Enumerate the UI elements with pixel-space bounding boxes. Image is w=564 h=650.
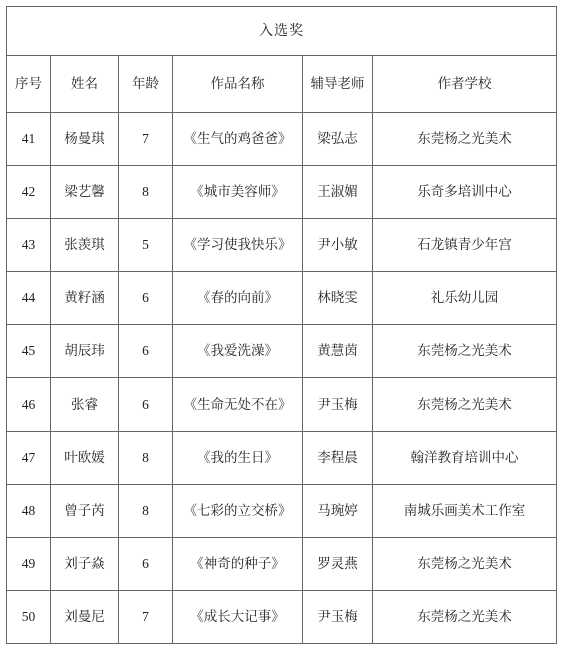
cell-school: 东莞杨之光美术 (373, 113, 557, 166)
cell-name: 梁艺馨 (51, 166, 119, 219)
cell-no: 44 (7, 272, 51, 325)
title-row (7, 7, 557, 56)
table-row (7, 272, 557, 325)
cell-teacher: 罗灵燕 (303, 537, 373, 590)
cell-age: 8 (119, 166, 173, 219)
cell-no: 42 (7, 166, 51, 219)
cell-name: 刘子焱 (51, 537, 119, 590)
cell-name: 叶欧媛 (51, 431, 119, 484)
cell-school: 礼乐幼儿园 (373, 272, 557, 325)
cell-work: 《生气的鸡爸爸》 (173, 113, 303, 166)
table-row (7, 378, 557, 431)
cell-teacher: 黄慧茵 (303, 325, 373, 378)
cell-age: 5 (119, 219, 173, 272)
cell-school: 东莞杨之光美术 (373, 378, 557, 431)
table-row (7, 431, 557, 484)
cell-no: 47 (7, 431, 51, 484)
cell-teacher: 尹玉梅 (303, 378, 373, 431)
award-table (6, 6, 557, 644)
cell-school: 乐奇多培训中心 (373, 166, 557, 219)
cell-teacher: 马琬婷 (303, 484, 373, 537)
cell-no: 46 (7, 378, 51, 431)
header-teacher: 辅导老师 (303, 56, 373, 113)
cell-age: 6 (119, 537, 173, 590)
header-no: 序号 (7, 56, 51, 113)
table-row (7, 484, 557, 537)
cell-school: 东莞杨之光美术 (373, 325, 557, 378)
cell-teacher: 李程晨 (303, 431, 373, 484)
cell-age: 6 (119, 378, 173, 431)
header-age: 年龄 (119, 56, 173, 113)
cell-name: 刘曼尼 (51, 590, 119, 643)
cell-work: 《我爱洗澡》 (173, 325, 303, 378)
cell-age: 7 (119, 590, 173, 643)
cell-teacher: 王淑媚 (303, 166, 373, 219)
cell-school: 翰洋教育培训中心 (373, 431, 557, 484)
cell-age: 8 (119, 431, 173, 484)
cell-no: 41 (7, 113, 51, 166)
cell-name: 张睿 (51, 378, 119, 431)
cell-no: 45 (7, 325, 51, 378)
cell-work: 《生命无处不在》 (173, 378, 303, 431)
table-row (7, 537, 557, 590)
cell-name: 胡辰玮 (51, 325, 119, 378)
cell-no: 43 (7, 219, 51, 272)
table-row (7, 113, 557, 166)
cell-school: 石龙镇青少年宫 (373, 219, 557, 272)
cell-age: 6 (119, 325, 173, 378)
cell-school: 东莞杨之光美术 (373, 537, 557, 590)
cell-teacher: 林晓雯 (303, 272, 373, 325)
cell-age: 6 (119, 272, 173, 325)
header-name: 姓名 (51, 56, 119, 113)
table-row (7, 590, 557, 643)
cell-school: 东莞杨之光美术 (373, 590, 557, 643)
cell-work: 《我的生日》 (173, 431, 303, 484)
cell-name: 黄籽涵 (51, 272, 119, 325)
cell-work: 《七彩的立交桥》 (173, 484, 303, 537)
cell-work: 《春的向前》 (173, 272, 303, 325)
cell-age: 7 (119, 113, 173, 166)
cell-work: 《成长大记事》 (173, 590, 303, 643)
cell-school: 南城乐画美术工作室 (373, 484, 557, 537)
cell-work: 《城市美容师》 (173, 166, 303, 219)
cell-no: 48 (7, 484, 51, 537)
cell-work: 《神奇的种子》 (173, 537, 303, 590)
header-school: 作者学校 (373, 56, 557, 113)
cell-no: 50 (7, 590, 51, 643)
cell-name: 曾子芮 (51, 484, 119, 537)
table-row (7, 166, 557, 219)
cell-work: 《学习使我快乐》 (173, 219, 303, 272)
cell-no: 49 (7, 537, 51, 590)
table-title: 入选奖 (7, 7, 557, 56)
header-row (7, 56, 557, 113)
cell-teacher: 梁弘志 (303, 113, 373, 166)
table-row (7, 219, 557, 272)
table-row (7, 325, 557, 378)
cell-name: 张羡琪 (51, 219, 119, 272)
header-work: 作品名称 (173, 56, 303, 113)
cell-teacher: 尹玉梅 (303, 590, 373, 643)
cell-teacher: 尹小敏 (303, 219, 373, 272)
cell-name: 杨曼琪 (51, 113, 119, 166)
cell-age: 8 (119, 484, 173, 537)
